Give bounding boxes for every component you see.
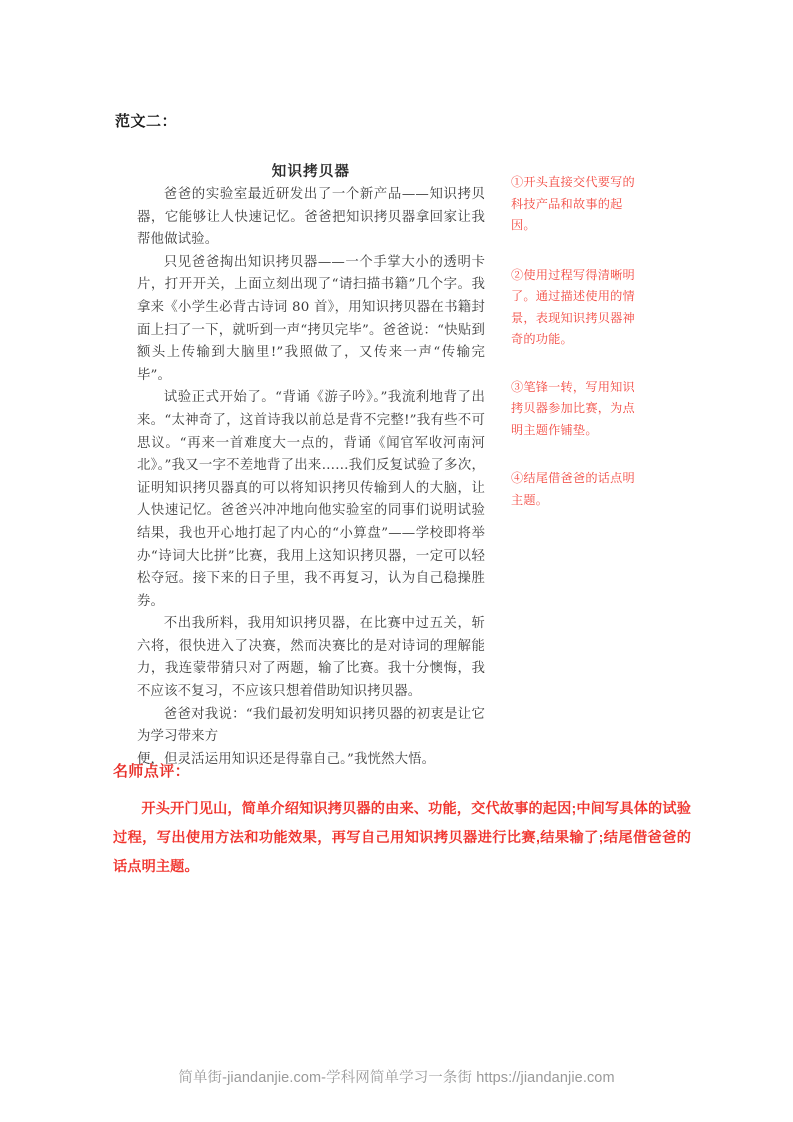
essay-paragraph: 只见爸爸掏出知识拷贝器——一个手掌大小的透明卡片，打开开关，上面立刻出现了“请扫描书籍”几个字。我拿来《小学生必背古诗词 80 首》，用知识拷贝器在书籍封面上扫了一下，就听到一声“拷贝完毕”。爸爸说：“快贴到额头上传输到大脑里!”我照做了，又传来一声“传输完毕”。 [137, 254, 485, 383]
essay-title: 知识拷贝器 [271, 163, 351, 180]
commentary-heading: 名师点评： [113, 763, 191, 780]
essay-paragraph: 试验正式开始了。“背诵《游子吟》。”我流利地背了出来。“太神奇了，这首诗我以前总是背不完整!”我有些不可思议。“再来一首难度大一点的，背诵《闻官军收河南河北》。”我又一字不差地背了出来……我们反复试验了多次，证明知识拷贝器真的可以将知识拷贝传输到人的大脑，让人快速记忆。爸爸兴冲冲地向他实验室的同事们说明试验结果，我也开心地打起了内心的“小算盘”——学校即将举办“诗词大比拼”比赛，我用上这知识拷贝器，一定可以轻松夺冠。接下来的日子里，我不再复习，认为自己稳操胜券。 [137, 390, 485, 609]
annotation-item-1: ①开头直接交代要写的科技产品和故事的起因。 [511, 175, 635, 232]
page-title: 范文二： [115, 113, 178, 130]
teacher-commentary [113, 760, 691, 882]
essay-body [137, 160, 485, 771]
essay-paragraph: 爸爸对我说：“我们最初发明知识拷贝器的初衷是让它为学习带来方 [137, 706, 485, 745]
annotation-item-3: ③笔锋一转，写用知识拷贝器参加比赛，为点明主题作铺垫。 [511, 379, 635, 437]
essay-paragraph: 不出我所料，我用知识拷贝器，在比赛中过五关，斩六将，很快进入了决赛，然而决赛比的是对诗词的理解能力，我连蒙带猜只对了两题，输了比赛。我十分懊悔，我不应该不复习，不应该只想着借助知识拷贝器。 [137, 616, 485, 700]
annotation-item-2: ②使用过程写得清晰明了。通过描述使用的情景，表现知识拷贝器神奇的功能。 [511, 267, 635, 346]
footer-watermark: 简单街-jiandanjie.com-学科网简单学习一条街 https://jiandanjie.com [178, 1070, 615, 1086]
commentary-body: 开头开门见山，简单介绍知识拷贝器的由来、功能，交代故事的起因;中间写具体的试验过程，写出使用方法和功能效果，再写自己用知识拷贝器进行比赛,结果输了;结尾借爸爸的话点明主题。 [113, 801, 691, 875]
essay-paragraph: 便，但灵活运用知识还是得靠自己。”我恍然大悟。 [137, 751, 436, 767]
essay-paragraph: 爸爸的实验室最近研发出了一个新产品——知识拷贝器，它能够让人快速记忆。爸爸把知识拷贝器拿回家让我帮他做试验。 [137, 187, 485, 248]
annotation-item-4: ④结尾借爸爸的话点明主题。 [511, 471, 635, 507]
margin-annotations [511, 172, 643, 511]
